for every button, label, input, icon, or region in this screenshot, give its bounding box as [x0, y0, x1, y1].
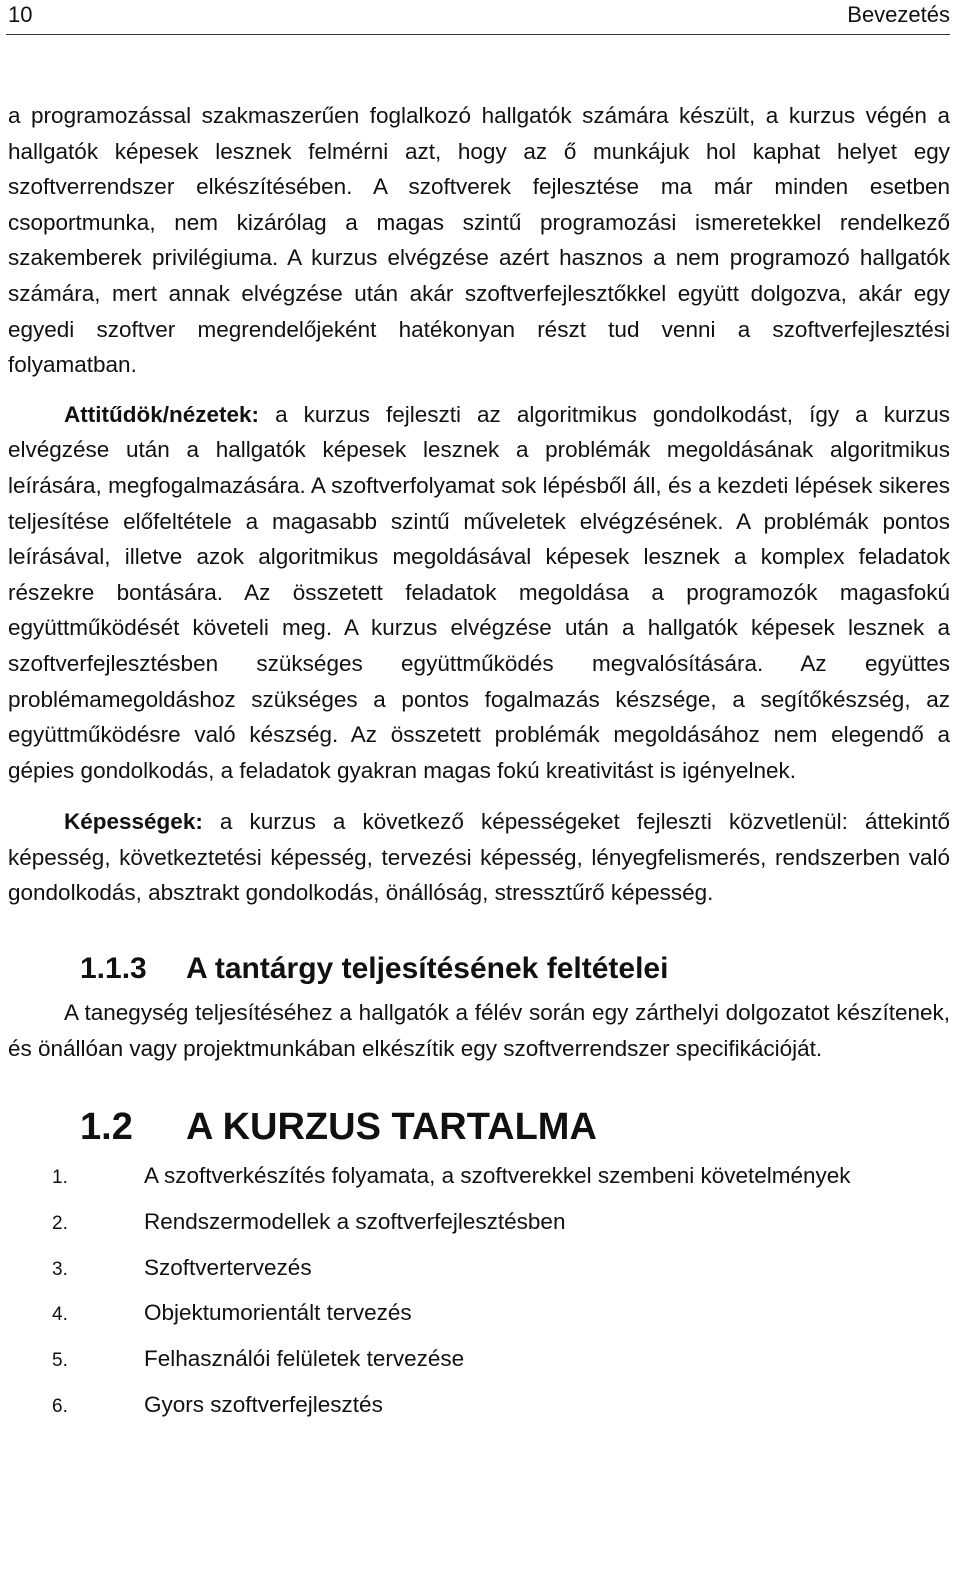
paragraph-requirements: A tanegység teljesítéséhez a hallgatók a félév során egy zárthelyi dolgozatot készítenek, és önállóan vagy projektmunkában elkészítik egy szoftverrendszer specifikációját. [8, 1000, 950, 1061]
list-item: 2. Rendszermodellek a szoftverfejlesztésben [52, 1208, 566, 1234]
paragraph-intro: a programozással szakmaszerűen foglalkozó hallgatók számára készült, a kurzus végén a hallgatók képesek lesznek felmérni azt, hogy az ő munkájuk hol kaphat helyet egy szoftverrendszer elkészítésében. A szoftverek fejlesztése ma már minden esetben csoportmunka, nem kizárólag a magas szintű programozási ismeretekkel rendelkező szakemberek privilégiuma. A kurzus elvégzése azért hasznos a nem programozó hallgatók számára, mert annak elvégzése után akár szoftverfejlesztőkkel együtt dolgozva, akár egy egyedi szoftver megrendelőjeként hatékonyan részt tud venni a szoftverfejlesztési folyamatban. [8, 103, 950, 378]
list-item: 1. A szoftverkészítés folyamata, a szoftverekkel szembeni követelmények [52, 1163, 851, 1189]
list-item: 3. Szoftvertervezés [52, 1254, 312, 1280]
section-heading-113 [8, 949, 950, 989]
course-contents-list [8, 1154, 950, 1428]
page-body [8, 98, 950, 1428]
section-number: 1.2 [80, 1106, 133, 1149]
section-title: A tantárgy teljesítésének feltételei [186, 952, 669, 986]
list-item: 4. Objektumorientált tervezés [52, 1300, 412, 1326]
page-number: 10 [8, 2, 33, 27]
section-heading-12 [8, 1102, 950, 1152]
list-item: 6. Gyors szoftverfejlesztés [52, 1391, 383, 1417]
chapter-title: Bevezetés [847, 2, 950, 27]
section-number: 1.1.3 [80, 952, 147, 986]
abilities-text: a kurzus a következő képességeket fejleszti közvetlenül: áttekintő képesség, következtetési képesség, tervezési képesség, lényegfelismerés, rendszerben való gondolkodás, absztrakt gondolkodás, önállóság, stressztűrő képesség. [8, 809, 950, 906]
section-title: A KURZUS TARTALMA [186, 1106, 597, 1149]
running-header [6, 0, 950, 35]
attitudes-text: a kurzus fejleszti az algoritmikus gondolkodást, így a kurzus elvégzése után a hallgatók képesek lesznek a problémák megoldásának algoritmikus leírására, megfogalmazására. A szoftverfolyamat sok lépésből áll, és a kezdeti lépések sikeres teljesítése előfeltétele a magasabb szintű műveletek elvégzésének. A problémák pontos leírásával, illetve azok algoritmikus megoldásával képesek lesznek a komplex feladatok részekre bontására. Az összetett feladatok megoldása a programozók magasfokú együttműködését követeli meg. A kurzus elvégzése után a hallgatók képesek lesznek a szoftverfejlesztésben szükséges együttműködés megvalósítására. Az együttes problémamegoldáshoz szükséges a pontos fogalmazás készsége, a segítőkészség, az együttműködésre való készség. Az összetett problémák megoldásához nem elegendő a gépies gondolkodás, a feladatok gyakran magas fokú kreativitást is igényelnek. [8, 401, 950, 783]
attitudes-label: Attitűdök/nézetek: [64, 401, 260, 427]
paragraph-abilities [8, 804, 950, 911]
abilities-label: Képességek: [64, 809, 203, 835]
list-item: 5. Felhasználói felületek tervezése [52, 1346, 465, 1372]
paragraph-attitudes [8, 397, 950, 789]
